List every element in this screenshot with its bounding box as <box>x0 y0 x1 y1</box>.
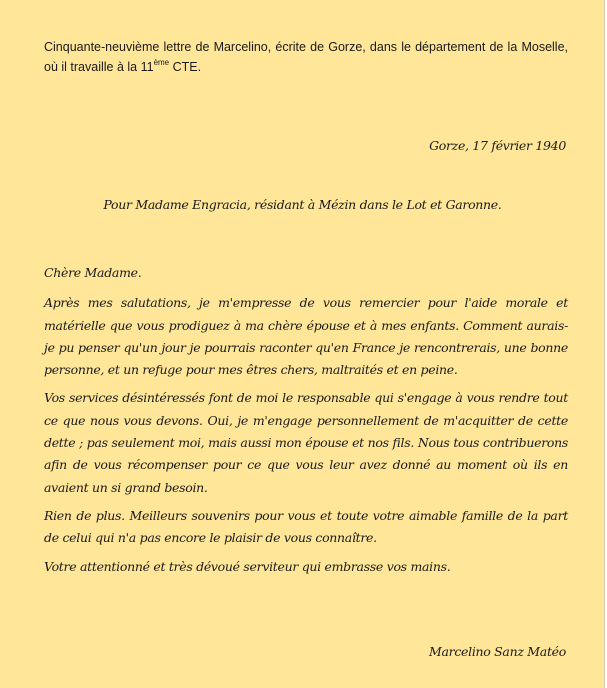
intro-text: Cinquante-neuvième lettre de Marcelino, écrite de Gorze, dans le département de la Moselle, où il travaille à la 11 <box>44 40 568 74</box>
letter-salutation: Chère Madame. <box>44 265 142 280</box>
letter-body <box>44 262 568 584</box>
intro-text-end: CTE. <box>169 60 202 74</box>
letter-dateline: Gorze, 17 février 1940 <box>429 138 566 153</box>
letter-paragraph: Rien de plus. Meilleurs souvenirs pour vous et toute votre aimable famille de la part de celui qui n'a pas encore le plaisir de vous connaître. <box>44 507 568 546</box>
letter-paragraph: Vos services désintéressés font de moi le responsable qui s'engage à vous rendre tout ce que nous vous devons. Oui, je m'engage personnellement de m'acquitter de cette dette ; pas seulement moi, mais aussi mon épouse et nos fils. Nous tous contribuerons afin de vous récompenser pour ce que vous leur avez donné au moment où ils en avaient un si grand besoin. <box>44 390 568 495</box>
intro-superscript: ème <box>153 57 170 67</box>
letter-signature: Marcelino Sanz Matéo <box>429 644 566 659</box>
intro-note <box>44 37 568 77</box>
letter-paragraph: Après mes salutations, je m'empresse de vous remercier pour l'aide morale et matérielle que vous prodiguez à ma chère épouse et à mes enfants. Comment aurais-je pu penser qu'un jour je pourrais raconter qu'en France je rencontrerais, une bonne personne, et un refuge pour mes êtres chers, maltraités et en peine. <box>44 295 568 378</box>
letter-recipient: Pour Madame Engracia, résidant à Mézin dans le Lot et Garonne. <box>103 197 502 212</box>
letter-closing: Votre attentionné et très dévoué serviteur qui embrasse vos mains. <box>44 558 451 574</box>
